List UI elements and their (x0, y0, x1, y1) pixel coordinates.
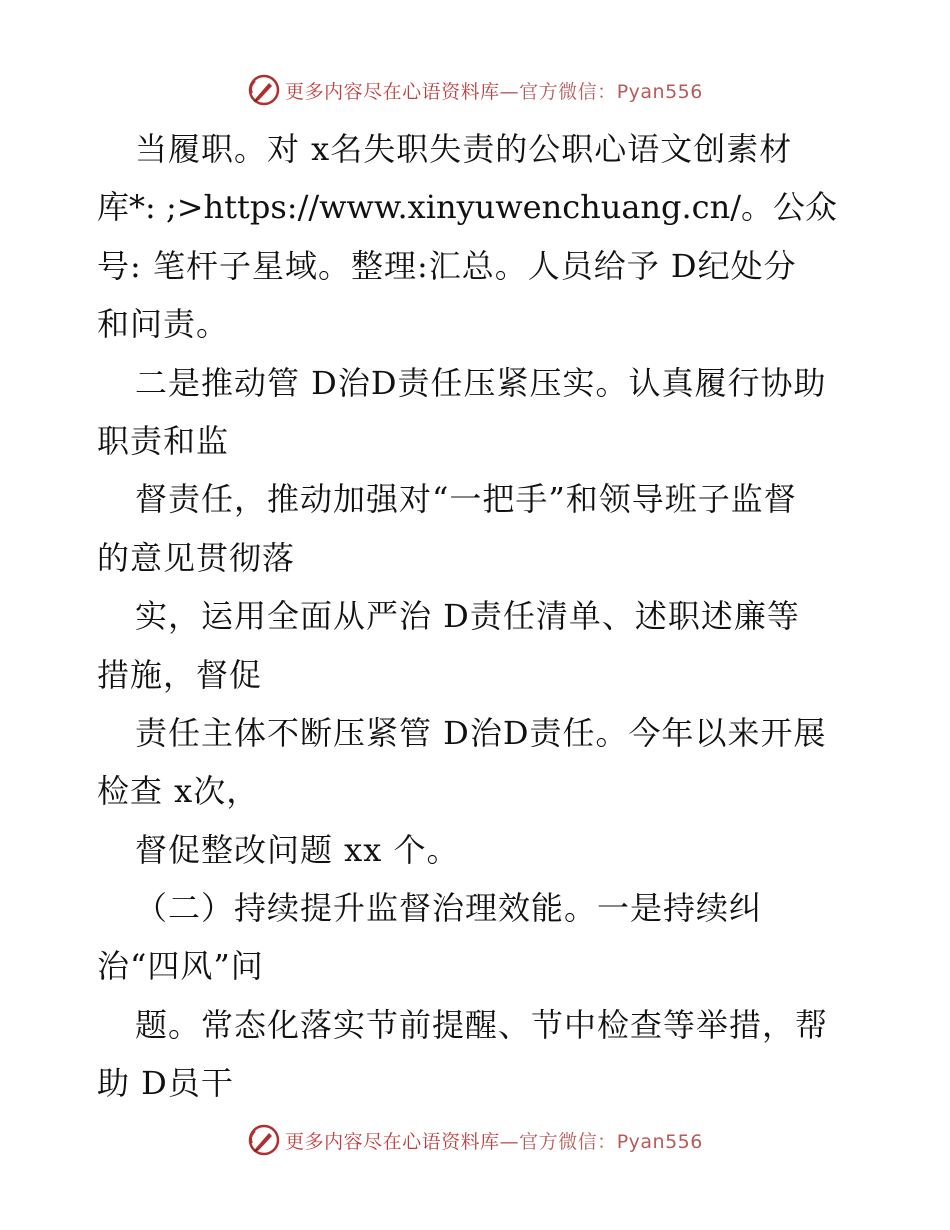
text-line: 治“四风”问 (97, 947, 264, 986)
text-line: 责任主体不断压紧管 D治D责任。今年以来开展 (135, 713, 827, 752)
banner-wechat-label: 官方微信： (519, 1130, 617, 1153)
banner-separator: — (499, 80, 520, 103)
text-line: 督促整改问题 xx 个。 (135, 830, 460, 869)
banner-site-name: 更多内容尽在心语资料库 (285, 80, 500, 103)
pen-logo-icon (247, 73, 281, 107)
text-line: 二是推动管 D治D责任压紧压实。认真履行协助 (135, 363, 827, 402)
text-line: 检查 x次， (97, 772, 260, 811)
text-line: 实，运用全面从严治 D责任清单、述职述廉等 (135, 597, 800, 636)
banner-site-name: 更多内容尽在心语资料库 (285, 1130, 500, 1153)
text-line: 当履职。对 x名失职失责的公职心语文创素材 (135, 130, 793, 168)
text-line: 号: 笔杆子星域。整理:汇总。人员给予 D纪处分 (97, 246, 797, 285)
text-line: 库*: ;>https://www.xinyuwenchuang.cn/。公众 (97, 188, 837, 227)
banner-separator: — (499, 1130, 520, 1153)
text-line: 和问责。 (97, 305, 230, 344)
text-line: 助 D员干 (97, 1064, 234, 1103)
pen-logo-icon (247, 1123, 281, 1157)
text-line: 职责和监 (97, 421, 230, 460)
document-body (97, 120, 887, 1113)
header-banner (0, 70, 950, 110)
banner-wechat-id: Pyan556 (616, 80, 703, 103)
text-line: 题。常态化落实节前提醒、节中检查等举措，帮 (135, 1005, 829, 1044)
banner-wechat-label: 官方微信： (519, 80, 617, 103)
banner-text (285, 1127, 703, 1154)
footer-banner (0, 1120, 950, 1160)
text-line: （二）持续提升监督治理效能。一是持续纠 (135, 889, 763, 928)
text-line: 措施，督促 (97, 655, 263, 694)
text-line: 的意见贯彻落 (97, 538, 296, 577)
banner-wechat-id: Pyan556 (616, 1130, 703, 1153)
banner-text (285, 77, 703, 104)
text-line: 督责任，推动加强对“一把手”和领导班子监督 (135, 480, 797, 519)
